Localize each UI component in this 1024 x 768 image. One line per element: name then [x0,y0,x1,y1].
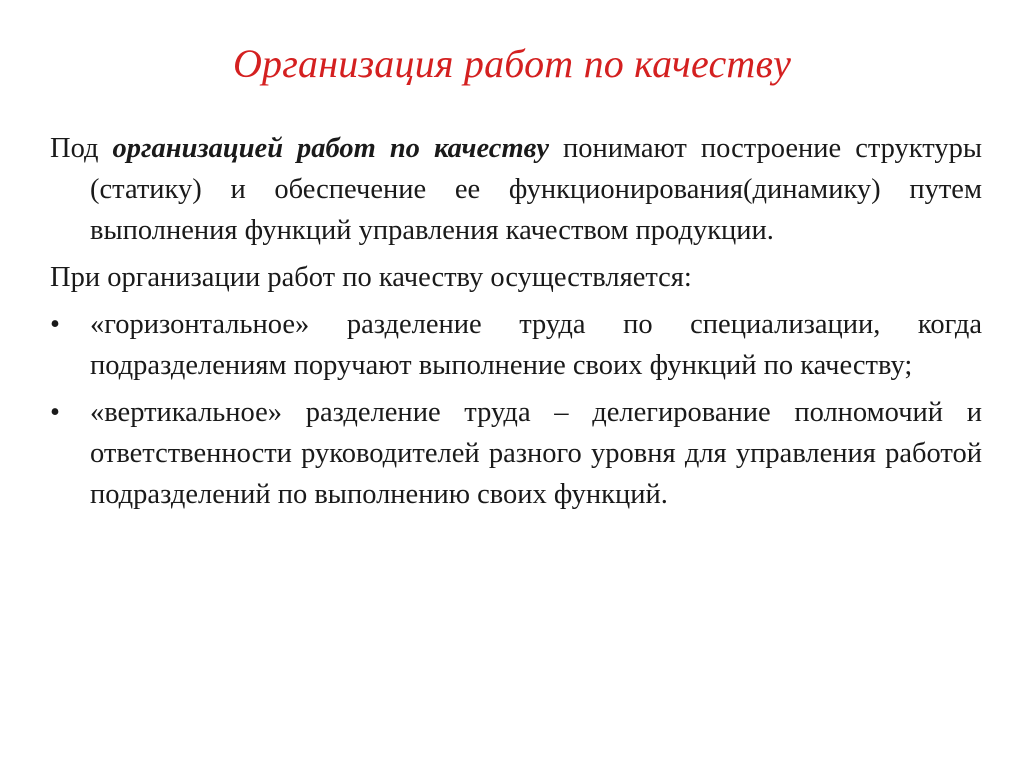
definition-paragraph [50,128,982,251]
slide-body [50,128,982,515]
slide-title: Организация работ по качеству [232,41,792,86]
definition-term: организацией работ по качеству [112,133,549,164]
bullet-marker: • [50,397,60,428]
bullet-text: «вертикальное» разделение труда – делегирование полномочий и ответственности руководителей разного уровня для управления работой подразделений по выполнению своих функций. [90,397,982,510]
bullet-item-vertical [50,392,982,515]
intro-paragraph: При организации работ по качеству осуществляется: [50,262,692,293]
bullet-text: «горизонтальное» разделение труда по специализации, когда подразделениям поручают выполнение своих функций по качеству; [90,309,982,381]
definition-text: понимают построение структуры (статику) и обеспечение ее функционирования(динамику) путем выполнения функций управления качеством продукции. [90,133,982,246]
bullet-item-horizontal [50,304,982,386]
definition-lead: Под [50,133,99,164]
bullet-marker: • [50,309,60,340]
